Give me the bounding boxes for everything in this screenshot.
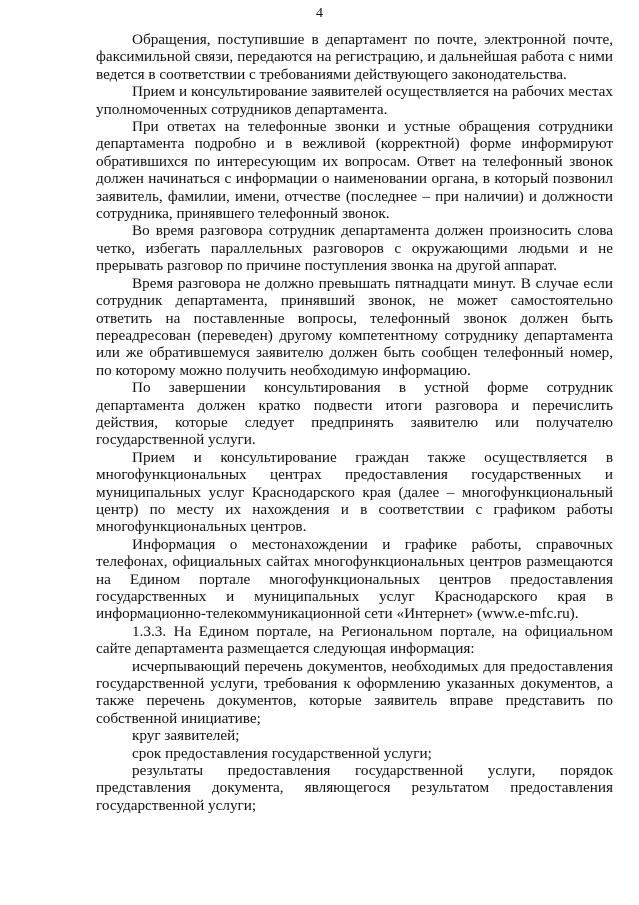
list-paragraph: результаты предоставления государственной услуги, порядок представления документа, являющегося результатом предоставления государственной услуги; bbox=[96, 762, 613, 814]
paragraph: Во время разговора сотрудник департамента должен произносить слова четко, избегать параллельных разговоров с окружающими людьми и не прерывать разговор по причине поступления звонка на другой аппарат. bbox=[96, 222, 613, 275]
paragraph: Информация о местонахождении и графике работы, справочных телефонах, официальных сайтах многофункциональных центров размещаются на Едином портале многофункциональных центров предоставления государственных и муниципальных услуг Краснодарского края в информационно-телекоммуникационной сети «Интернет» (www.e-mfc.ru). bbox=[96, 535, 613, 623]
paragraph: Прием и консультирование заявителей осуществляется на рабочих местах уполномоченных сотрудников департамента. bbox=[96, 83, 613, 118]
section-heading-paragraph: 1.3.3. На Едином портале, на Региональном портале, на официальном сайте департамента размещается следующая информация: bbox=[96, 622, 613, 658]
paragraph: Обращения, поступившие в департамент по почте, электронной почте, факсимильной связи, передаются на регистрацию, и дальнейшая работа с ними ведется в соответствии с требованиями действующего законодательства. bbox=[96, 31, 613, 83]
paragraph: При ответах на телефонные звонки и устные обращения сотрудники департамента подробно и в вежливой (корректной) форме информируют обратившихся по интересующим их вопросам. Ответ на телефонный звонок должен начинаться с информации о наименовании органа, в который позвонил заявитель, фамилии, имени, отчестве (последнее – при наличии) и должности сотрудника, принявшего телефонный звонок. bbox=[96, 118, 613, 223]
document-body bbox=[96, 31, 613, 814]
paragraph: Прием и консультирование граждан также осуществляется в многофункциональных центрах предоставления государственных и муниципальных услуг Краснодарского края (далее – многофункциональный центр) по месту их нахождения и в соответствии с графиком работы многофункциональных центров. bbox=[96, 448, 613, 536]
paragraph: По завершении консультирования в устной форме сотрудник департамента должен кратко подвести итоги разговора и перечислить действия, которые следует предпринять заявителю или получателю государственной услуги. bbox=[96, 379, 613, 449]
list-paragraph: срок предоставления государственной услуги; bbox=[132, 744, 432, 762]
paragraph: Время разговора не должно превышать пятнадцати минут. В случае если сотрудник департамента, принявший звонок, не может самостоятельно ответить на поставленные вопросы, телефонный звонок должен быть переадресован (переведен) другому компетентному сотруднику департамента или же обратившемуся заявителю должен быть сообщен телефонный номер, по которому можно получить необходимую информацию. bbox=[96, 274, 613, 379]
page-number: 4 bbox=[316, 6, 323, 21]
list-paragraph: исчерпывающий перечень документов, необходимых для предоставления государственной услуги, требования к оформлению указанных документов, а также перечень документов, которые заявитель вправе представить по собственной инициативе; bbox=[96, 657, 613, 727]
list-paragraph: круг заявителей; bbox=[132, 727, 240, 745]
